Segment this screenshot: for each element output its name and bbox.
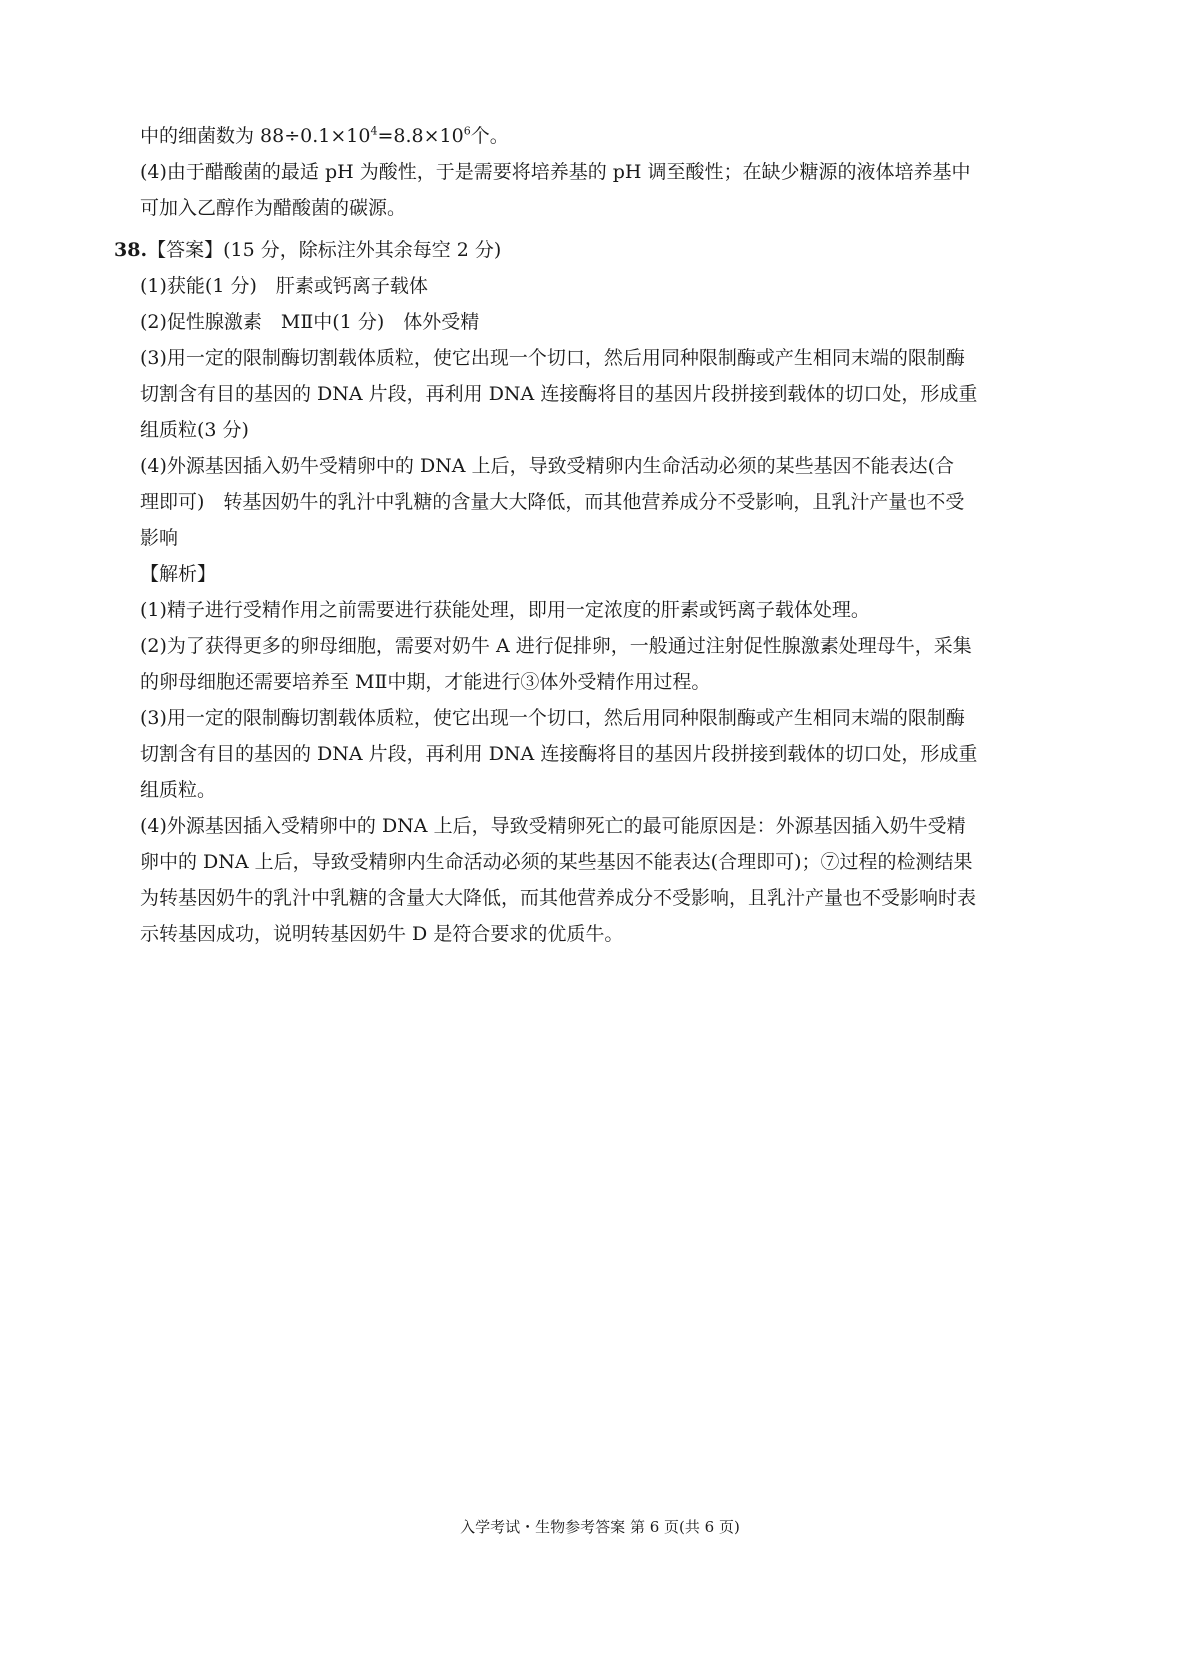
answer-line: 理即可) 转基因奶牛的乳汁中乳糖的含量大大降低，而其他营养成分不受影响，且乳汁产量也不受: [140, 491, 965, 513]
answer-line: 切割含有目的基因的 DNA 片段，再利用 DNA 连接酶将目的基因片段拼接到载体的切口处，形成重: [140, 383, 978, 405]
question-38-answer-header: [114, 232, 1060, 268]
answer-line: 组质粒(3 分): [140, 419, 249, 441]
bacteria-count-result: =8.8×10: [377, 125, 464, 147]
analysis-line: 组质粒。: [140, 779, 217, 801]
analysis-line: (1)精子进行受精作用之前需要进行获能处理，即用一定浓度的肝素或钙离子载体处理。: [140, 599, 870, 621]
analysis-line: 示转基因成功，说明转基因奶牛 D 是符合要求的优质牛。: [140, 923, 624, 945]
exponent-4: 4: [370, 124, 378, 138]
acetobacter-ph-line-2: 可加入乙醇作为醋酸菌的碳源。: [140, 197, 407, 219]
analysis-line: 的卵母细胞还需要培养至 MⅡ中期，才能进行③体外受精作用过程。: [140, 671, 711, 693]
answer-line: (4)外源基因插入奶牛受精卵中的 DNA 上后，导致受精卵内生命活动必须的某些基因不能表达(合: [140, 455, 954, 477]
bacteria-count-unit: 个。: [470, 125, 509, 147]
answer-header-text: 【答案】(15 分，除标注外其余每空 2 分): [147, 239, 502, 261]
question-number: 38.: [114, 239, 148, 261]
analysis-line: 卵中的 DNA 上后，导致受精卵内生命活动必须的某些基因不能表达(合理即可)；⑦过程的检测结果: [140, 851, 973, 873]
answer-line: (2)促性腺激素 MⅡ中(1 分) 体外受精: [140, 311, 480, 333]
analysis-line: 为转基因奶牛的乳汁中乳糖的含量大大降低，而其他营养成分不受影响，且乳汁产量也不受影响时表: [140, 887, 977, 909]
answer-line: (1)获能(1 分) 肝素或钙离子载体: [140, 275, 428, 297]
bacteria-count-line: [140, 118, 1060, 154]
analysis-line: (3)用一定的限制酶切割载体质粒，使它出现一个切口，然后用同种限制酶或产生相同末端的限制酶: [140, 707, 965, 729]
acetobacter-ph-line-1: (4)由于醋酸菌的最适 pH 为酸性，于是需要将培养基的 pH 调至酸性；在缺少糖源的液体培养基中: [140, 161, 971, 183]
answer-line: 影响: [140, 527, 179, 549]
analysis-line: (2)为了获得更多的卵母细胞，需要对奶牛 A 进行促排卵，一般通过注射促性腺激素处理母牛，采集: [140, 635, 972, 657]
bacteria-count-text: 中的细菌数为 88÷0.1×10: [140, 125, 371, 147]
exponent-6: 6: [463, 124, 471, 138]
analysis-line: 切割含有目的基因的 DNA 片段，再利用 DNA 连接酶将目的基因片段拼接到载体的切口处，形成重: [140, 743, 978, 765]
analysis-line: (4)外源基因插入受精卵中的 DNA 上后，导致受精卵死亡的最可能原因是：外源基因插入奶牛受精: [140, 815, 966, 837]
answer-line: (3)用一定的限制酶切割载体质粒，使它出现一个切口，然后用同种限制酶或产生相同末端的限制酶: [140, 347, 965, 369]
page-footer: 入学考试・生物参考答案 第 6 页(共 6 页): [460, 1518, 740, 1536]
answer-content: [114, 118, 1060, 952]
analysis-header: 【解析】: [140, 563, 217, 585]
